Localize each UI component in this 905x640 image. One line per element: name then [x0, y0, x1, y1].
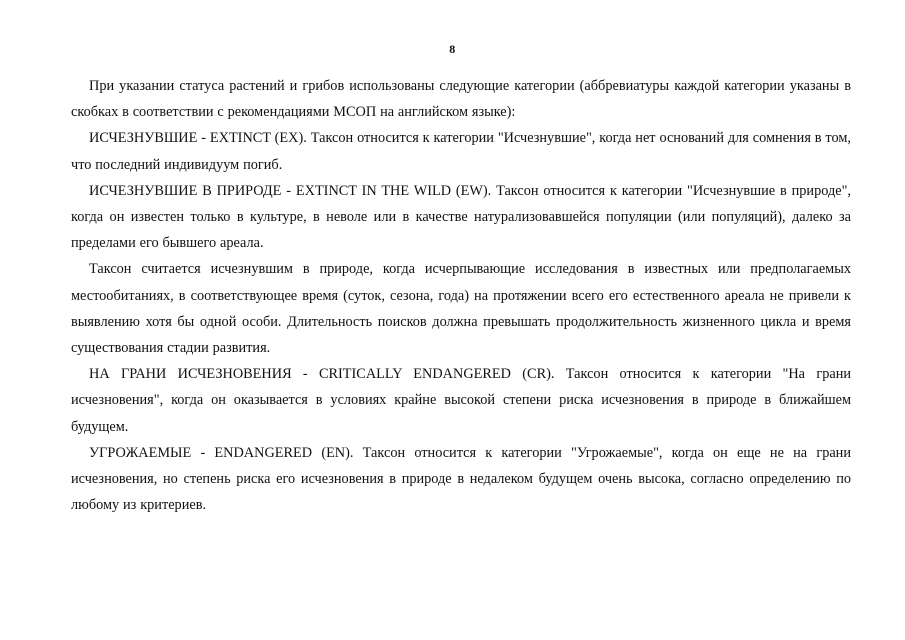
paragraph-extinct: ИСЧЕЗНУВШИЕ - EXTINCT (EX). Таксон относится к категории "Исчезнувшие", когда нет оснований для сомнения в том, что последний индивидуум погиб. [71, 130, 851, 173]
paragraph-extinct-in-wild: ИСЧЕЗНУВШИЕ В ПРИРОДЕ - EXTINCT IN THE WILD (EW). Таксон относится к категории "Исчезнувшие в природе", когда он известен только в культуре, в неволе или в качестве натурализовавшейся популяции (или популяций), далеко за пределами его бывшего ареала. [71, 182, 851, 252]
paragraph-critically-endangered: НА ГРАНИ ИСЧЕЗНОВЕНИЯ - CRITICALLY ENDANGERED (CR). Таксон относится к категории "На грани исчезновения", когда он оказывается в условиях крайне высокой степени риска исчезновения в природе в ближайшем будущем. [71, 366, 851, 435]
paragraph-endangered: УГРОЖАЕМЫЕ - ENDANGERED (EN). Таксон относится к категории "Угрожаемые", когда он еще не на грани исчезновения, но степень риска его исчезновения в природе в недалеком будущем очень высока, согласно определению по любому из критериев. [71, 444, 851, 514]
paragraph-extinct-in-wild-details: Таксон считается исчезнувшим в природе, когда исчерпывающие исследования в известных или предполагаемых местообитаниях, в соответствующее время (суток, сезона, года) на протяжении всего его естественного ареала не привели к выявлению хотя бы одной особи. Длительность поисков должна превышать продолжительность жизненного цикла и время существования стадии развития. [71, 261, 851, 357]
page-number: 8 [449, 42, 456, 56]
document-body [71, 73, 851, 518]
paragraph-intro: При указании статуса растений и грибов использованы следующие категории (аббревиатуры каждой категории указаны в скобках в соответствии с рекомендациями МСОП на английском языке): [71, 78, 851, 121]
